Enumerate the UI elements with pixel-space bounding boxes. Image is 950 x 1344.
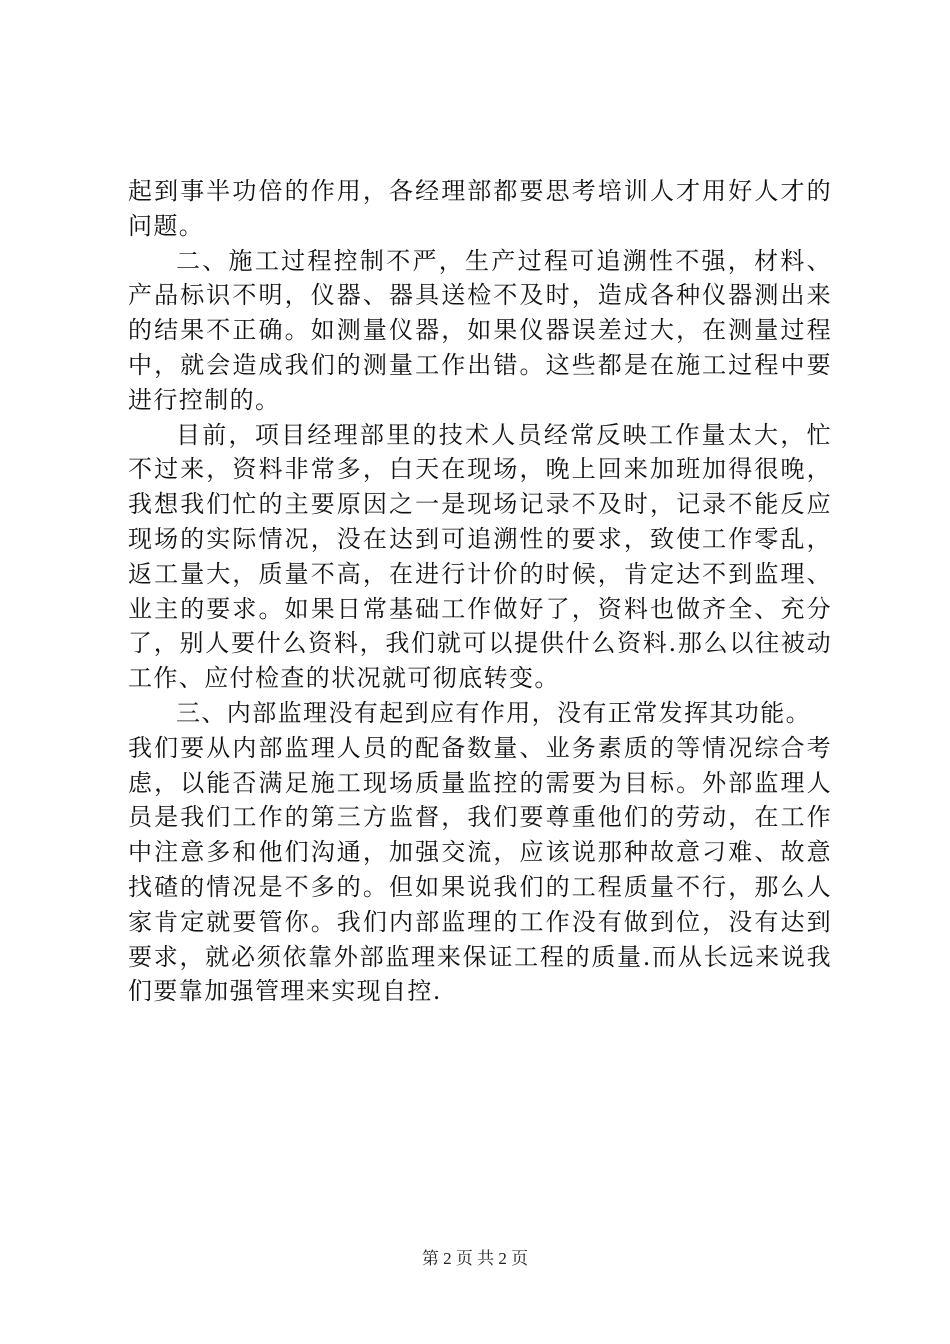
document-body [128,174,832,1009]
text-line: 了，别人要什么资料，我们就可以提供什么资料.那么以往被动 [128,629,832,658]
text-line: 的结果不正确。如测量仪器，如果仪器误差过大，在测量过程 [128,316,832,345]
text-line: 虑，以能否满足施工现场质量监控的需要为目标。外部监理人 [128,768,832,797]
text-line: 要求，就必须依靠外部监理来保证工程的质量.而从长远来说我 [128,942,832,971]
text-line: 起到事半功倍的作用，各经理部都要思考培训人才用好人才的 [128,177,832,205]
text-line: 产品标识不明，仪器、器具送检不及时，造成各种仪器测出来 [128,281,832,310]
text-line: 业主的要求。如果日常基础工作做好了，资料也做齐全、充分 [128,594,832,623]
text-line: 们要靠加强管理来实现自控. [128,977,442,1006]
text-line: 问题。 [128,211,205,240]
paragraph-start-line: 目前，项目经理部里的技术人员经常反映工作量太大，忙 [176,420,832,449]
text-line: 返工量大，质量不高，在进行计价的时候，肯定达不到监理、 [128,559,832,588]
text-line: 家肯定就要管你。我们内部监理的工作没有做到位，没有达到 [128,907,832,936]
text-line: 找碴的情况是不多的。但如果说我们的工程质量不行，那么人 [128,872,832,901]
text-line: 我们要从内部监理人员的配备数量、业务素质的等情况综合考 [128,733,832,762]
page-number: 第 2 页 共 2 页 [421,1249,529,1268]
text-line: 员是我们工作的第三方监督，我们要尊重他们的劳动，在工作 [128,803,832,832]
paragraph-start-line: 二、施工过程控制不严，生产过程可追溯性不强，材料、 [176,246,832,275]
text-line: 中注意多和他们沟通，加强交流，应该说那种故意刁难、故意 [128,838,832,867]
text-line: 进行控制的。 [128,385,281,414]
text-line: 现场的实际情况，没在达到可追溯性的要求，致使工作零乱， [128,524,832,553]
page-footer [0,1244,950,1269]
text-line: 不过来，资料非常多，白天在现场，晚上回来加班加得很晚， [128,455,832,484]
paragraph-start-line: 三、内部监理没有起到应有作用，没有正常发挥其功能。 [176,698,811,727]
text-line: 我想我们忙的主要原因之一是现场记录不及时，记录不能反应 [128,490,832,519]
text-line: 工作、应付检查的状况就可彻底转变。 [128,664,560,693]
text-line: 中，就会造成我们的测量工作出错。这些都是在施工过程中要 [128,350,832,379]
